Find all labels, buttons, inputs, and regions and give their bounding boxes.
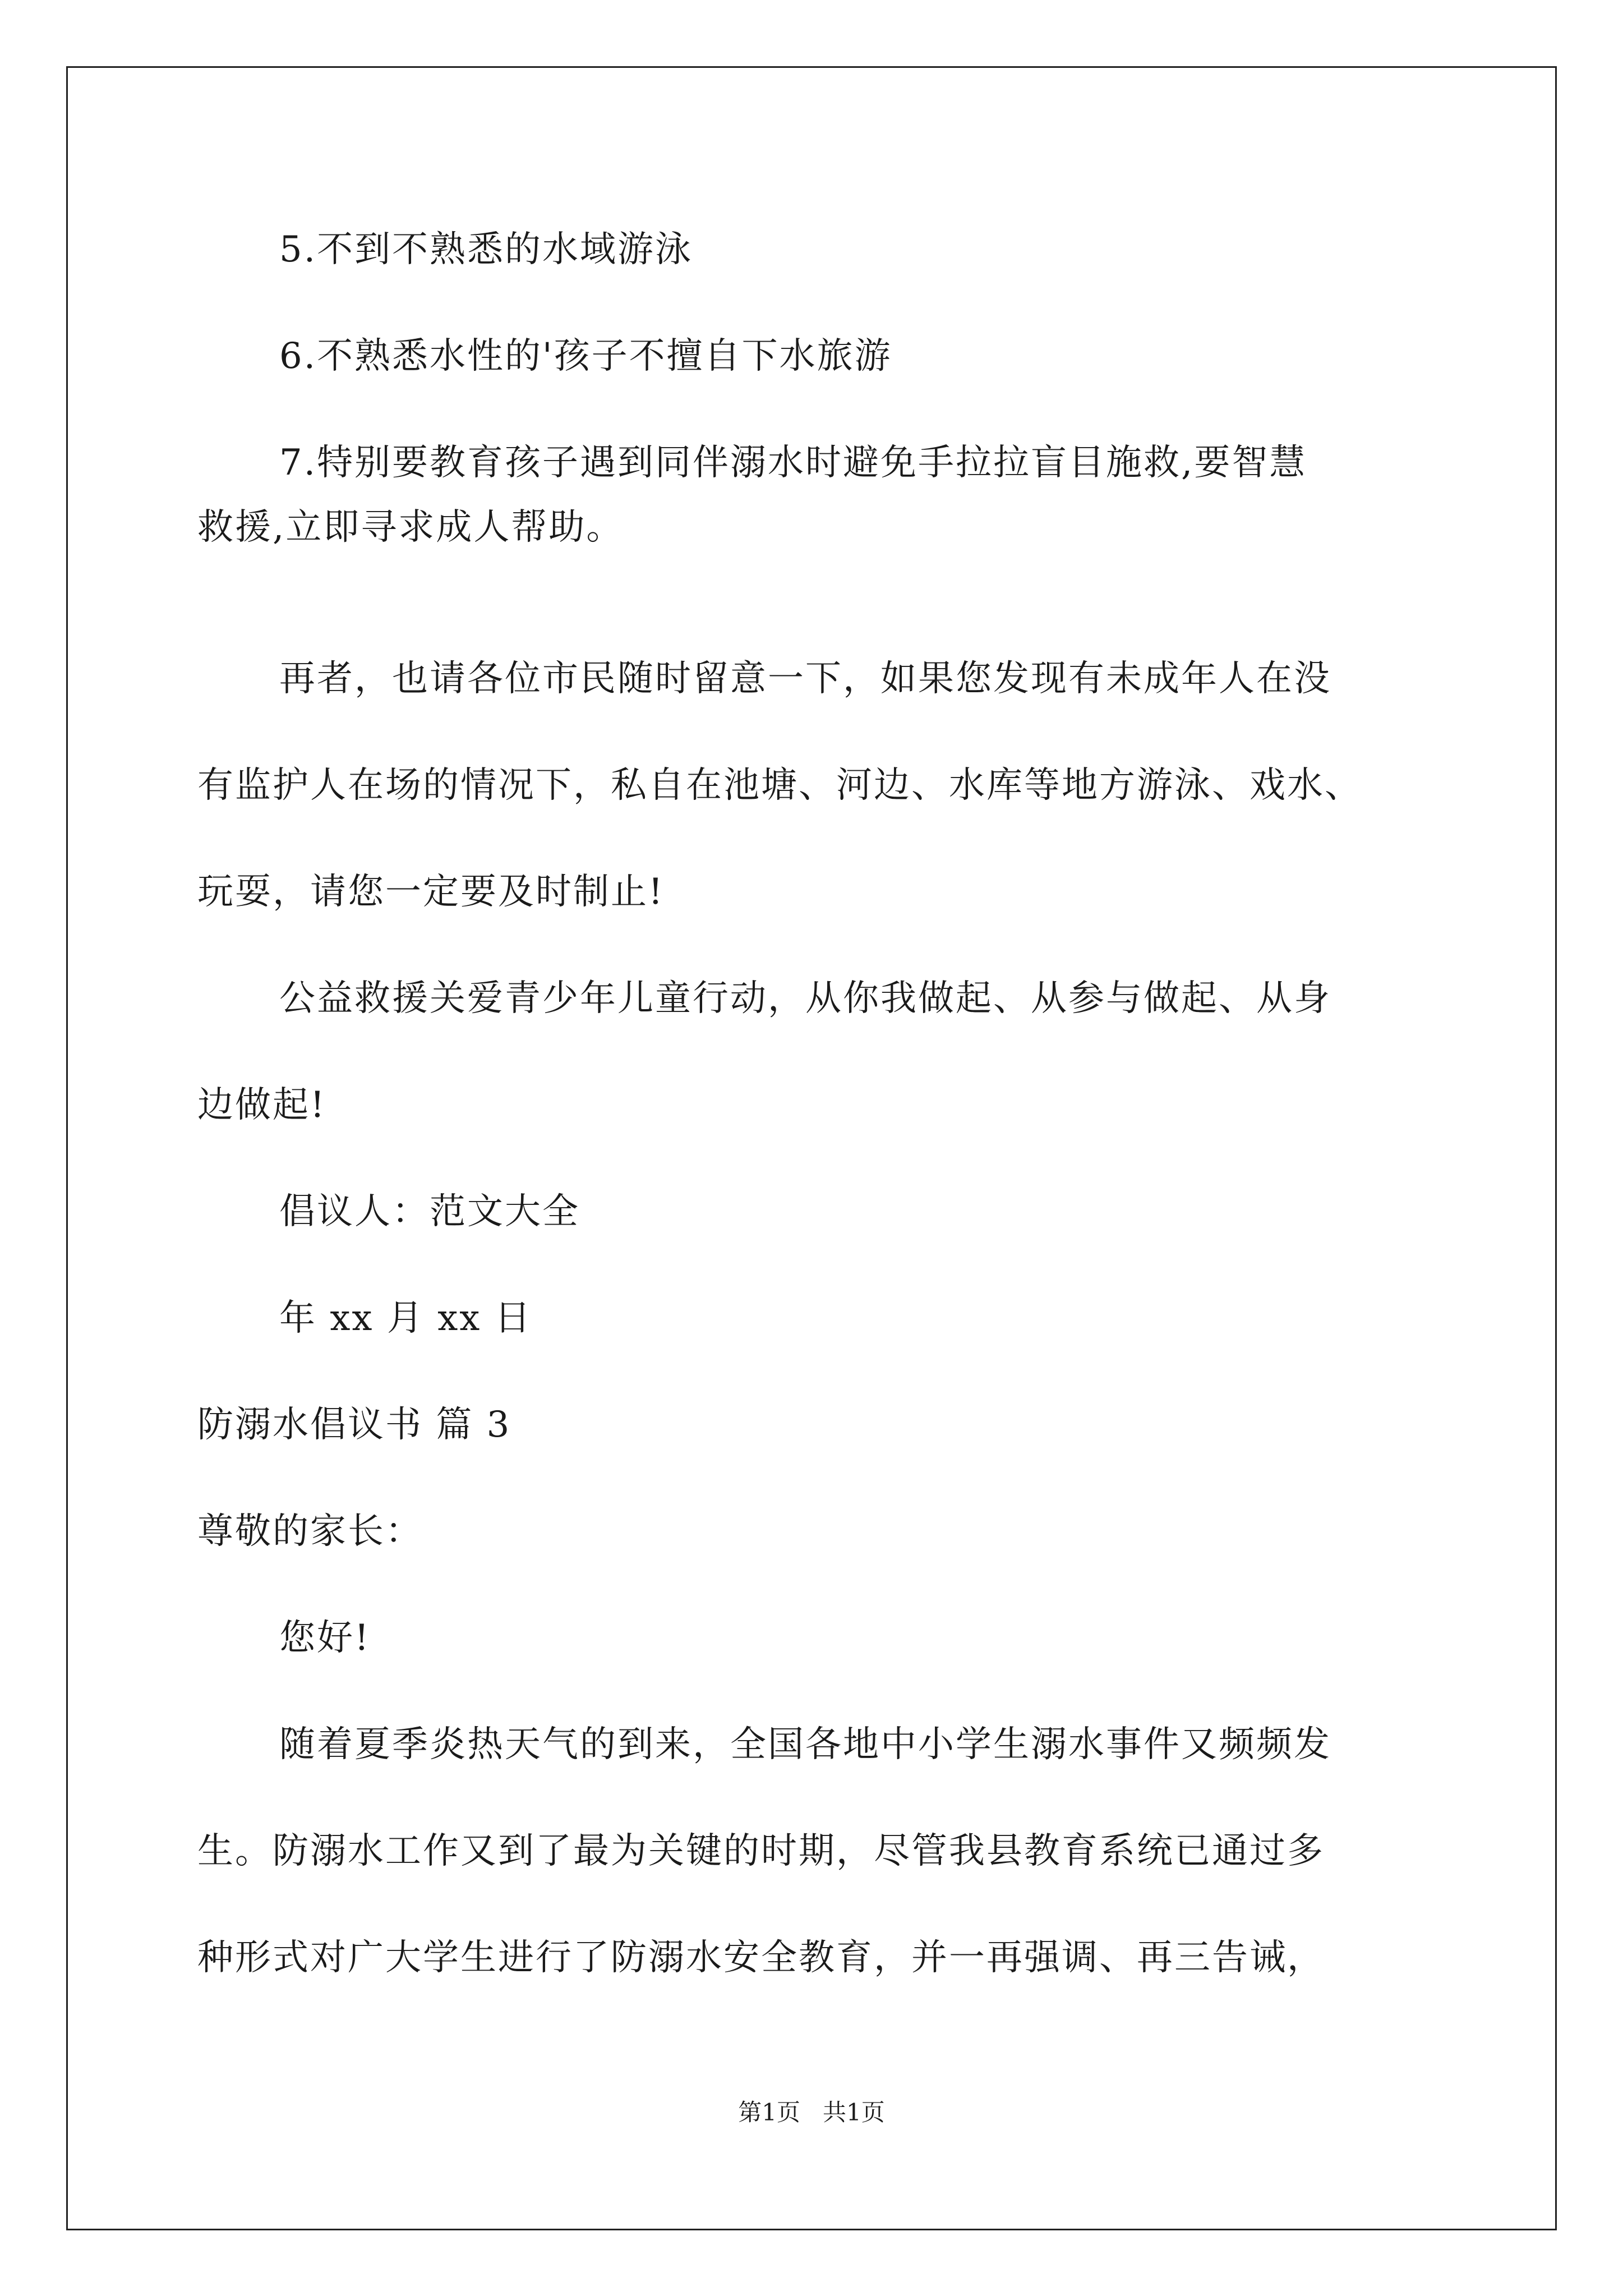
list-item-6: 6.不熟悉水性的'孩子不擅自下水旅游 — [279, 335, 892, 377]
section-heading: 防溺水倡议书 篇 3 — [197, 1404, 511, 1446]
page-number-footer: 第1页 共1页 — [738, 2099, 885, 2126]
paragraph-line: 生。防溺水工作又到了最为关键的时期，尽管我县教育系统已通过多 — [197, 1830, 1325, 1872]
page-border — [66, 66, 1557, 2230]
paragraph-line: 再者，也请各位市民随时留意一下，如果您发现有未成年人在没 — [279, 658, 1331, 700]
salutation: 尊敬的家长： — [197, 1511, 423, 1552]
list-item-7-cont: 救援,立即寻求成人帮助。 — [197, 507, 624, 548]
greeting: 您好! — [279, 1617, 371, 1659]
paragraph-line: 种形式对广大学生进行了防溺水安全教育，并一再强调、再三告诫， — [197, 1937, 1325, 1978]
paragraph-line: 公益救援关爱青少年儿童行动，从你我做起、从参与做起、从身 — [279, 978, 1331, 1019]
paragraph-line: 随着夏季炎热天气的到来，全国各地中小学生溺水事件又频频发 — [279, 1724, 1331, 1765]
paragraph-line: 玩耍，请您一定要及时制止! — [197, 871, 665, 913]
signature-line: 倡议人：范文大全 — [279, 1191, 580, 1232]
list-item-5: 5.不到不熟悉的水域游泳 — [279, 229, 693, 270]
paragraph-line: 有监护人在场的情况下，私自在池塘、河边、水库等地方游泳、戏水、 — [197, 765, 1362, 806]
date-line: 年 xx 月 xx 日 — [279, 1297, 532, 1339]
paragraph-line: 边做起! — [197, 1084, 326, 1126]
list-item-7: 7.特别要教育孩子遇到同伴溺水时避免手拉拉盲目施救,要智慧 — [279, 442, 1307, 484]
